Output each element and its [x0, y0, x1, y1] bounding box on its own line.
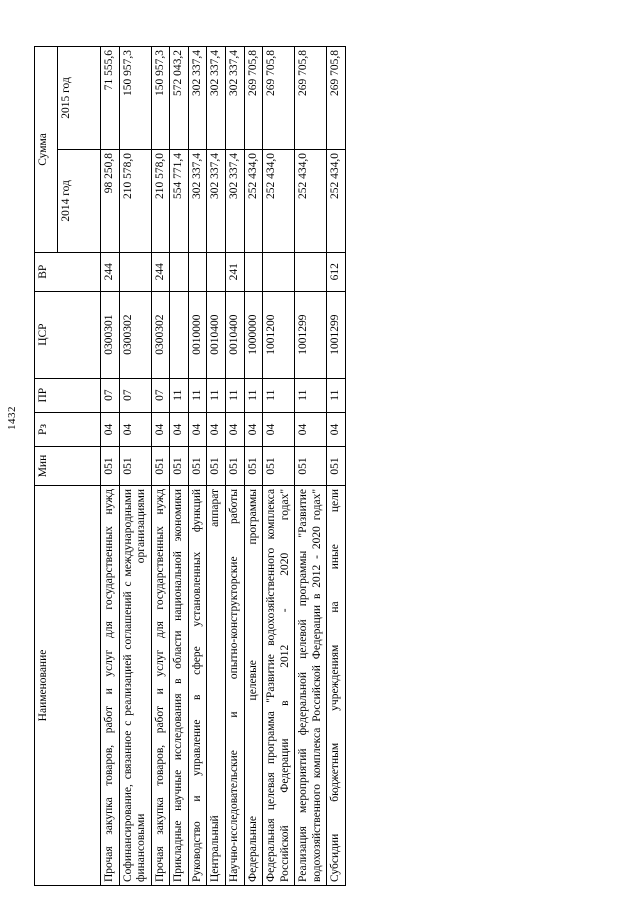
cell-min: 051 — [225, 447, 244, 486]
cell-pr: 07 — [151, 378, 170, 412]
cell-sum-2015: 269 705,8 — [244, 47, 263, 150]
cell-rz: 04 — [207, 412, 226, 446]
cell-pr: 11 — [225, 378, 244, 412]
cell-rz: 04 — [151, 412, 170, 446]
cell-pr: 11 — [263, 378, 295, 412]
cell-vr: 241 — [225, 252, 244, 291]
cell-sum-2014: 252 434,0 — [295, 149, 327, 252]
cell-vr: 244 — [101, 252, 120, 291]
cell-pr: 11 — [295, 378, 327, 412]
cell-rz: 04 — [263, 412, 295, 446]
cell-rz: 04 — [170, 412, 189, 446]
cell-csr: 0010400 — [225, 291, 244, 378]
table-body — [101, 47, 346, 886]
cell-pr: 11 — [207, 378, 226, 412]
cell-vr — [263, 252, 295, 291]
cell-sum-2014: 210 578,0 — [119, 149, 151, 252]
cell-sum-2014: 98 250,8 — [101, 149, 120, 252]
cell-csr: 1001299 — [295, 291, 327, 378]
cell-sum-2015: 150 957,3 — [119, 47, 151, 150]
cell-sum-2015: 302 337,4 — [225, 47, 244, 150]
cell-min: 051 — [101, 447, 120, 486]
cell-pr: 11 — [327, 378, 346, 412]
cell-name: Софинансирование, связанное с реализацией соглашений с международными финансовыми организациями — [119, 485, 151, 885]
table-row — [327, 47, 346, 886]
cell-name: Федеральные целевые программы — [244, 485, 263, 885]
cell-pr: 07 — [101, 378, 120, 412]
cell-name: Прикладные научные исследования в области национальной экономики — [170, 485, 189, 885]
table-row — [225, 47, 244, 886]
cell-csr: 0010000 — [188, 291, 207, 378]
cell-vr: 612 — [327, 252, 346, 291]
cell-csr: 1001200 — [263, 291, 295, 378]
column-header-sum: Сумма — [35, 47, 58, 253]
cell-vr: 244 — [151, 252, 170, 291]
cell-name: Реализация мероприятий федеральной целевой программы "Развитие водохозяйственного комплекса Российской Федерации в 2012 - 2020 годах" — [295, 485, 327, 885]
cell-name: Центральный аппарат — [207, 485, 226, 885]
cell-rz: 04 — [101, 412, 120, 446]
page-number: 1432 — [6, 406, 18, 430]
cell-name: Руководство и управление в сфере установленных функций — [188, 485, 207, 885]
column-header-year-2015: 2015 год — [58, 47, 101, 150]
cell-sum-2015: 150 957,3 — [151, 47, 170, 150]
table-row — [295, 47, 327, 886]
cell-sum-2015: 572 043,2 — [170, 47, 189, 150]
cell-vr — [295, 252, 327, 291]
cell-sum-2014: 554 771,4 — [170, 149, 189, 252]
cell-sum-2014: 252 434,0 — [263, 149, 295, 252]
cell-min: 051 — [244, 447, 263, 486]
column-header-rz: Рз — [35, 412, 101, 446]
cell-vr — [244, 252, 263, 291]
cell-min: 051 — [295, 447, 327, 486]
cell-csr: 0300302 — [119, 291, 151, 378]
cell-csr: 1001299 — [327, 291, 346, 378]
table-row — [151, 47, 170, 886]
table-row — [188, 47, 207, 886]
cell-csr: 0300301 — [101, 291, 120, 378]
cell-sum-2015: 269 705,8 — [295, 47, 327, 150]
cell-csr: 0300302 — [151, 291, 170, 378]
cell-csr — [170, 291, 189, 378]
cell-sum-2015: 269 705,8 — [263, 47, 295, 150]
cell-rz: 04 — [295, 412, 327, 446]
cell-pr: 11 — [170, 378, 189, 412]
cell-sum-2015: 302 337,4 — [188, 47, 207, 150]
cell-sum-2014: 252 434,0 — [244, 149, 263, 252]
cell-name: Субсидии бюджетным учреждениям на иные цели — [327, 485, 346, 885]
column-header-min: Мин — [35, 447, 101, 486]
cell-sum-2015: 71 555,6 — [101, 47, 120, 150]
cell-pr: 11 — [244, 378, 263, 412]
table-row — [263, 47, 295, 886]
table-row — [119, 47, 151, 886]
budget-table — [34, 46, 346, 886]
cell-rz: 04 — [188, 412, 207, 446]
table-header-row-1 — [35, 47, 58, 886]
cell-vr — [119, 252, 151, 291]
cell-sum-2014: 302 337,4 — [207, 149, 226, 252]
cell-csr: 0010400 — [207, 291, 226, 378]
cell-rz: 04 — [244, 412, 263, 446]
cell-min: 051 — [119, 447, 151, 486]
cell-min: 051 — [188, 447, 207, 486]
column-header-name: Наименование — [35, 485, 101, 885]
cell-pr: 07 — [119, 378, 151, 412]
cell-vr — [170, 252, 189, 291]
rotated-content — [34, 46, 604, 886]
cell-sum-2014: 210 578,0 — [151, 149, 170, 252]
cell-name: Научно-исследовательские и опытно-конструкторские работы — [225, 485, 244, 885]
cell-sum-2014: 252 434,0 — [327, 149, 346, 252]
cell-rz: 04 — [327, 412, 346, 446]
table-row — [170, 47, 189, 886]
table-row — [244, 47, 263, 886]
cell-min: 051 — [151, 447, 170, 486]
cell-pr: 11 — [188, 378, 207, 412]
column-header-year-2014: 2014 год — [58, 149, 101, 252]
cell-min: 051 — [170, 447, 189, 486]
table-row — [101, 47, 120, 886]
cell-sum-2014: 302 337,4 — [188, 149, 207, 252]
table-header — [35, 47, 101, 886]
cell-sum-2015: 302 337,4 — [207, 47, 226, 150]
cell-name: Федеральная целевая программа "Развитие водохозяйственного комплекса Российской Федерации в 2012 - 2020 годах" — [263, 485, 295, 885]
cell-name: Прочая закупка товаров, работ и услуг для государственных нужд — [151, 485, 170, 885]
cell-min: 051 — [327, 447, 346, 486]
table-row — [207, 47, 226, 886]
cell-min: 051 — [207, 447, 226, 486]
column-header-csr: ЦСР — [35, 291, 101, 378]
cell-rz: 04 — [119, 412, 151, 446]
column-header-vr: ВР — [35, 252, 101, 291]
cell-sum-2014: 302 337,4 — [225, 149, 244, 252]
cell-sum-2015: 269 705,8 — [327, 47, 346, 150]
cell-rz: 04 — [225, 412, 244, 446]
cell-min: 051 — [263, 447, 295, 486]
column-header-pr: ПР — [35, 378, 101, 412]
cell-vr — [207, 252, 226, 291]
cell-csr: 1000000 — [244, 291, 263, 378]
cell-name: Прочая закупка товаров, работ и услуг для государственных нужд — [101, 485, 120, 885]
cell-vr — [188, 252, 207, 291]
